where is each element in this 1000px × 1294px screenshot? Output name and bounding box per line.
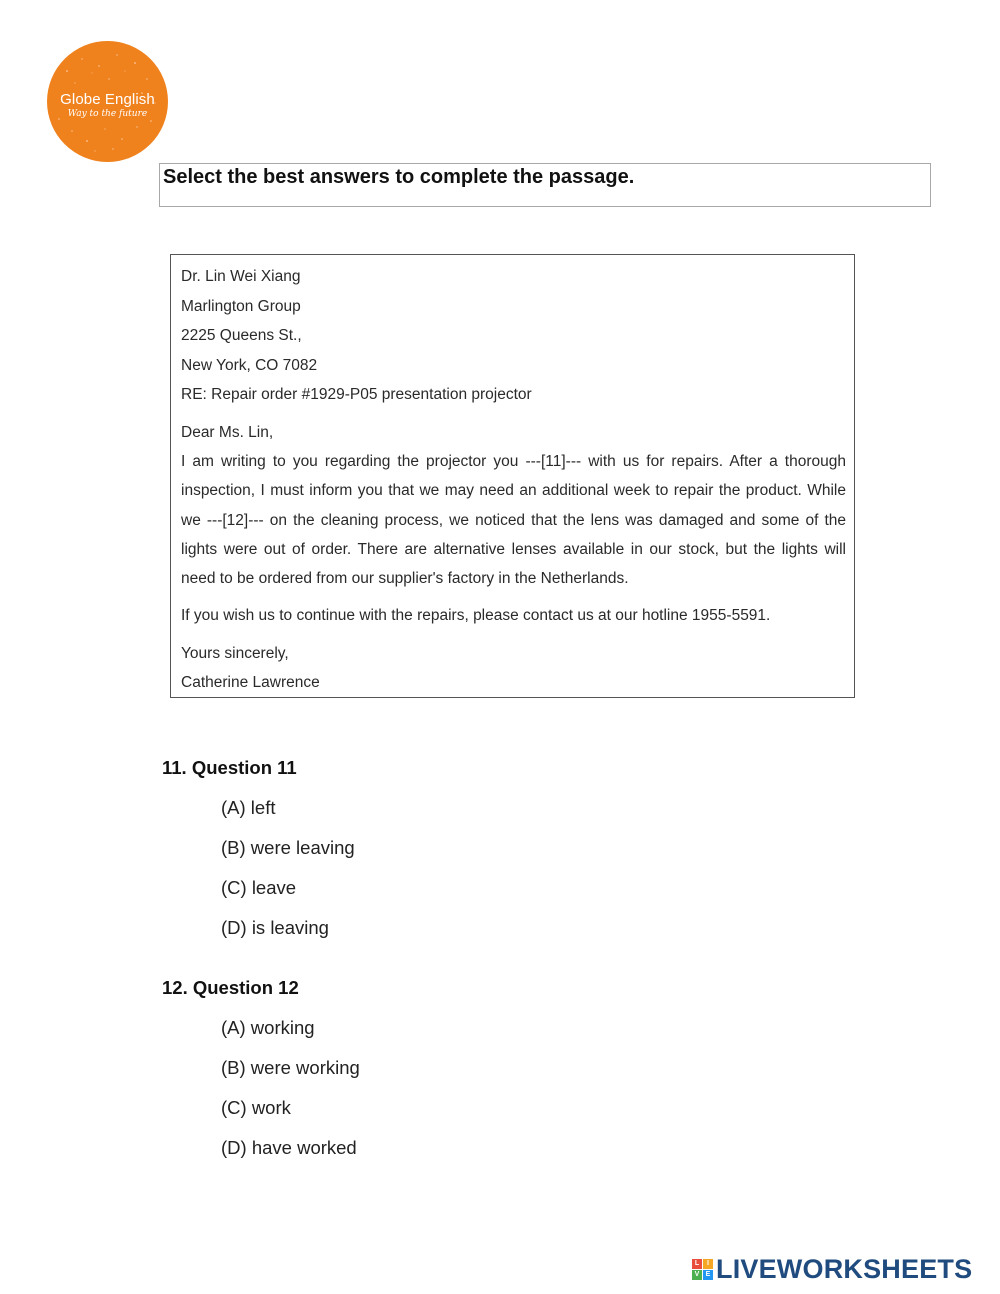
liveworksheets-logo (692, 1255, 972, 1283)
question-11-title: 11. Question 11 (162, 757, 297, 778)
letter-closing: Yours sincerely, (181, 644, 289, 662)
question-11-option-d[interactable] (221, 917, 329, 939)
question-11-option-a[interactable] (221, 797, 275, 819)
question-12-option-d[interactable] (221, 1137, 357, 1159)
question-11-option-b[interactable] (221, 837, 355, 859)
lw-icon-cell: E (703, 1270, 713, 1280)
option-label: (C) work (221, 1097, 291, 1118)
liveworksheets-wordmark: LIVEWORKSHEETS (716, 1253, 973, 1284)
logo-tagline: Way to the future (67, 108, 148, 119)
lw-icon-cell: L (692, 1259, 702, 1269)
option-label: (A) left (221, 797, 276, 818)
letter-header-line: New York, CO 7082 (181, 356, 318, 374)
question-12-title: 12. Question 12 (162, 977, 299, 998)
lw-icon-cell: V (692, 1270, 702, 1280)
question-12-option-a[interactable] (221, 1017, 315, 1039)
question-12-option-c[interactable] (221, 1097, 291, 1119)
letter-contact: If you wish us to continue with the repairs, please contact us at our hotline 1955-5591. (181, 607, 771, 625)
letter-signature: Catherine Lawrence (181, 674, 320, 692)
option-label: (A) working (221, 1017, 315, 1038)
globe-english-logo (47, 41, 168, 162)
liveworksheets-icon (692, 1259, 713, 1280)
option-label: (D) have worked (221, 1137, 357, 1158)
letter-header-line: Marlington Group (181, 297, 301, 315)
option-label: (D) is leaving (221, 917, 329, 938)
letter-header-line: Dr. Lin Wei Xiang (181, 268, 301, 285)
letter-salutation: Dear Ms. Lin, (181, 423, 274, 441)
option-label: (B) were working (221, 1057, 360, 1078)
question-12-option-b[interactable] (221, 1057, 360, 1079)
instruction-box: Select the best answers to complete the passage. (159, 163, 931, 207)
letter-header-line: 2225 Queens St., (181, 327, 302, 344)
lw-icon-cell: I (703, 1259, 713, 1269)
option-label: (C) leave (221, 877, 297, 898)
letter-passage (170, 254, 855, 698)
option-label: (B) were leaving (221, 837, 355, 858)
question-11-option-c[interactable] (221, 877, 296, 899)
letter-body: I am writing to you regarding the projector you ---[11]--- with us for repairs. After a thorough inspection, I must inform you that we may need an additional week to repair the product. While we ---[12]--- on the cleaning process, we noticed that the lens was damaged and some of the lights were out of order. There are alternative lenses available in our stock, but the lights will need to be ordered from our supplier's factory in the Netherlands. (181, 453, 846, 588)
letter-subject-line: RE: Repair order #1929-P05 presentation projector (181, 386, 532, 403)
logo-brand-text: Globe English (60, 90, 155, 108)
